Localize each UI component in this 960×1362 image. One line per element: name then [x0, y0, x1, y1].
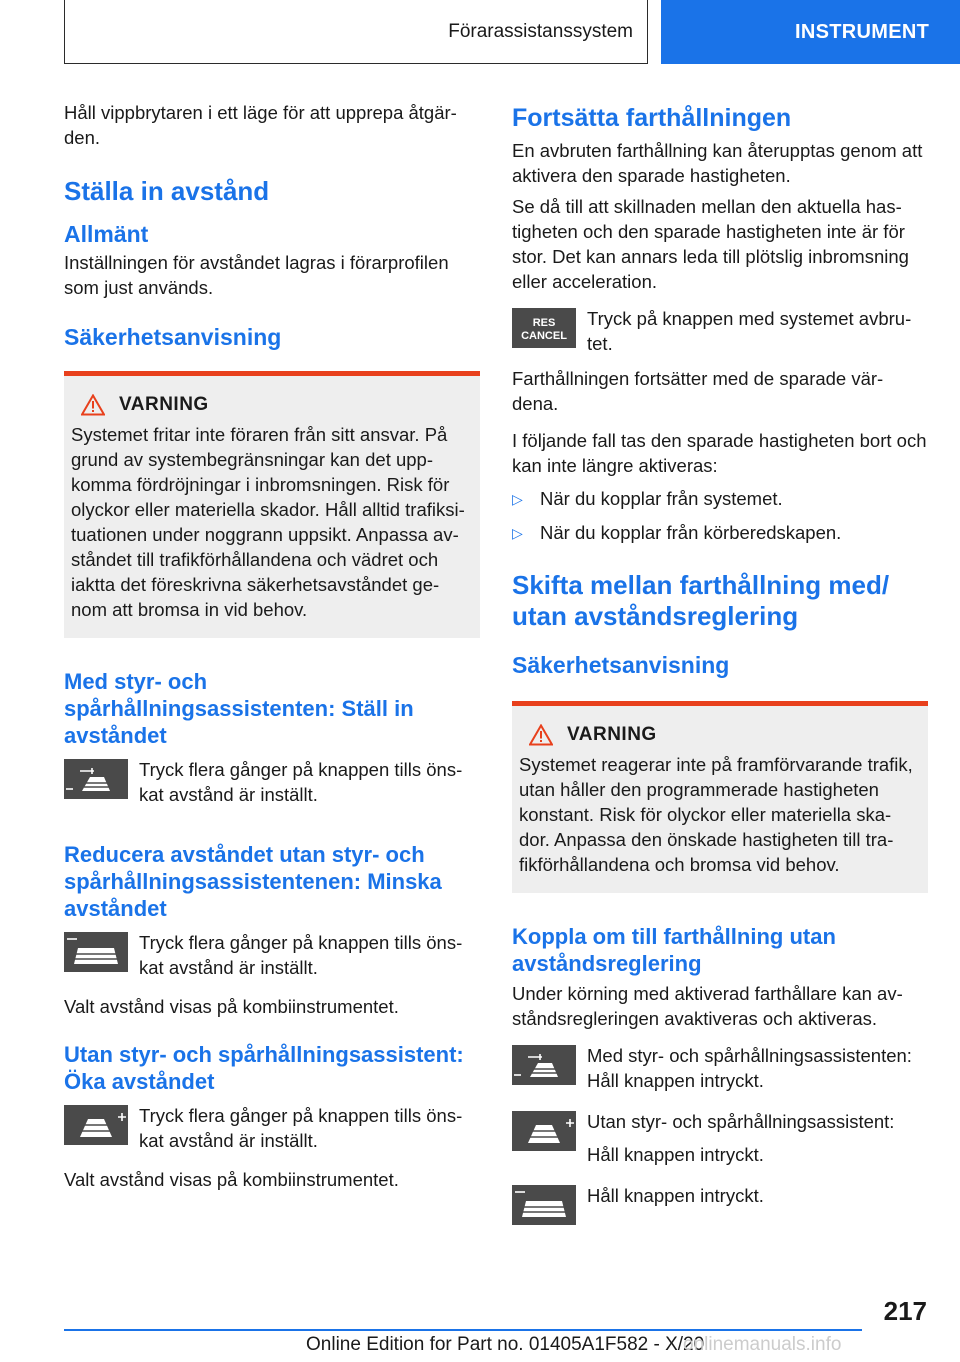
warning-title: VARNING [119, 394, 209, 415]
general-text: Inställningen för avståndet lagras i förarprofilen som just används. [64, 252, 449, 298]
warning-triangle-icon [529, 724, 553, 746]
distance-plus-icon [512, 1111, 576, 1151]
page-number: 217 [883, 1296, 927, 1326]
cancel-label: CANCEL [521, 330, 567, 342]
toggle-text: Under körning med aktiverad farthållare kan av-ståndsregleringen avaktiveras och aktiveras. [512, 983, 903, 1029]
reduce-note: Valt avstånd visas på kombiinstrumentet. [64, 996, 399, 1017]
heading-toggle: Koppla om till farthållning utan avståndsreglering [512, 924, 836, 976]
bullet-triangle-icon: ▷ [512, 491, 523, 507]
reduce-text: Tryck flera gånger på knappen tills öns-kat avstånd är inställt. [139, 932, 463, 978]
res-label: RES [532, 317, 556, 329]
bullet-triangle-icon: ▷ [512, 525, 523, 541]
distance-plus-minus-icon [64, 759, 128, 799]
hold-text-1: Med styr- och spårhållningsassistenten: Håll knappen intryckt. [587, 1045, 912, 1091]
header-chapter-tab [661, 0, 960, 64]
left-column [64, 100, 480, 1204]
distance-minus-icon [512, 1185, 576, 1225]
watermark: onlinemanuals.info [683, 1334, 842, 1355]
heading-switch: Skifta mellan farthållning med/ utan avståndsreglering [512, 570, 890, 631]
hold-instruction-1 [512, 1043, 928, 1093]
right-column [512, 102, 928, 1239]
heading-increase: Utan styr- och spårhållningsassistent: Öka avståndet [64, 1042, 464, 1094]
warning-box [64, 371, 480, 638]
section-title: Förarassistanssystem [448, 20, 633, 42]
warning-box-2 [512, 701, 928, 893]
heading-reduce: Reducera avståndet utan styr- och spårhållningsassistentenen: Minska avståndet [64, 842, 442, 921]
bullet-text: När du kopplar från systemet. [540, 488, 783, 509]
res-cancel-icon [512, 308, 576, 348]
reduce-instruction [64, 930, 480, 980]
heading-continue: Fortsätta farthållningen [512, 104, 792, 132]
edition-text: Online Edition for Part no. 01405A1F582 - X/20 [306, 1334, 705, 1355]
hold-instruction-3 [512, 1183, 928, 1225]
bullet-text: När du kopplar från körberedskapen. [540, 522, 842, 543]
increase-note: Valt avstånd visas på kombiinstrumentet. [64, 1169, 399, 1190]
hold-text-2a: Utan styr- och spårhållningsassistent: [587, 1111, 895, 1132]
increase-text: Tryck flera gånger på knappen tills öns-kat avstånd är inställt. [139, 1105, 463, 1151]
increase-instruction [64, 1103, 480, 1153]
deleted-text: I följande fall tas den sparade hastigheten bort och kan inte längre aktiveras: [512, 430, 927, 476]
list-item [512, 520, 928, 546]
hold-instruction-2 [512, 1109, 928, 1167]
warning-triangle-icon [81, 394, 105, 416]
continue-text-2: Se då till att skillnaden mellan den aktuella has-tigheten och den sparade hastigheten inte är för stor. Det kan annars leda till plötslig inbromsning eller acceleration. [512, 196, 909, 292]
distance-plus-minus-icon [512, 1045, 576, 1085]
with-assist-instruction [64, 757, 480, 807]
heading-general: Allmänt [64, 221, 149, 247]
continue-text-1: En avbruten farthållning kan återupptas genom att aktivera den sparade hastigheten. [512, 140, 923, 186]
intro-text: Håll vippbrytaren i ett läge för att upprepa åtgär-den. [64, 102, 457, 148]
warning-title-2: VARNING [567, 724, 657, 745]
with-assist-text: Tryck flera gånger på knappen tills öns-kat avstånd är inställt. [139, 759, 463, 805]
footer-divider [64, 1329, 862, 1331]
distance-minus-icon [64, 932, 128, 972]
res-text: Tryck på knappen med systemet avbru-tet. [587, 308, 912, 354]
header-section [64, 0, 648, 64]
warning-text-2: Systemet reagerar inte på framförvarande trafik, utan håller den programmerade hastigheten konstant. Risk för olyckor eller materiella ska-dor. Anpassa den önskade hastigheten till tra-fikförhållandena och bromsa vid behov. [519, 754, 913, 875]
hold-text-3: Håll knappen intryckt. [587, 1185, 764, 1206]
hold-text-2b: Håll knappen intryckt. [587, 1144, 764, 1165]
continue-note: Farthållningen fortsätter med de sparade vär-dena. [512, 368, 884, 414]
heading-set-distance: Ställa in avstånd [64, 176, 270, 206]
list-item [512, 486, 928, 512]
heading-safety-2: Säkerhetsanvisning [512, 652, 730, 678]
heading-with-assist: Med styr- och spårhållningsassistenten: Ställ in avståndet [64, 669, 414, 748]
heading-safety: Säkerhetsanvisning [64, 324, 282, 350]
res-instruction [512, 306, 928, 356]
warning-text: Systemet fritar inte föraren från sitt ansvar. På grund av systembegränsningar kan det upp-komma fördröjningar i inbromsningen. Risk för olyckor eller materiella skador. Håll alltid trafiksi-tuationen under noggrann uppsikt. Anpassa av-ståndet till trafikförhållandena och vädret och iaktta det föreskrivna säkerhetsavståndet ge-nom att bromsa in vid behov. [71, 424, 465, 620]
chapter-title: INSTRUMENT [795, 20, 930, 43]
distance-plus-icon [64, 1105, 128, 1145]
